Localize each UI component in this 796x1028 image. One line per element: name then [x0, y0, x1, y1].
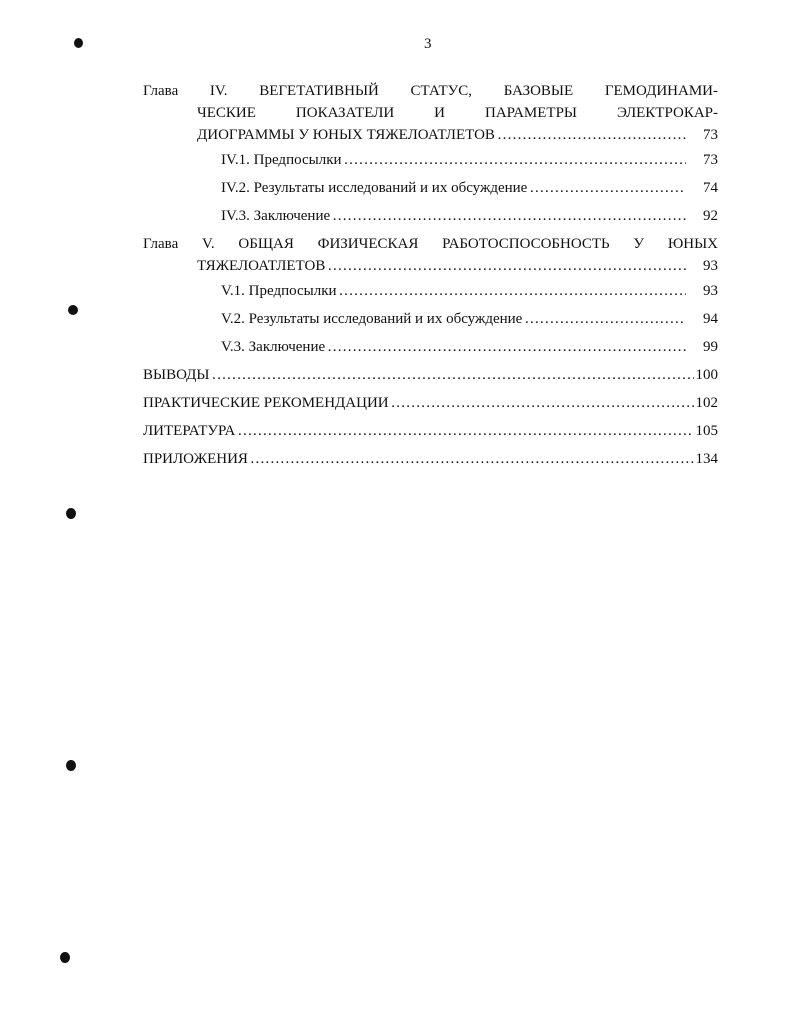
dot-leader	[327, 336, 686, 358]
page-ref: 74	[703, 180, 718, 196]
page-ref: 105	[695, 423, 718, 439]
toc-chapter-title-line	[143, 255, 718, 277]
toc-section-title: V.2. Результаты исследований и их обсуждение	[221, 311, 523, 327]
toc-section	[143, 177, 718, 199]
toc-chapter-title: Глава IV. ВЕГЕТАТИВНЫЙ СТАТУС, БАЗОВЫЕ ГЕМОДИНАМИ-	[143, 83, 718, 99]
punch-hole-mark	[68, 305, 78, 315]
toc-chapter-5	[143, 233, 718, 277]
toc-entry-conclusions	[143, 364, 718, 386]
page-ref: 73	[703, 127, 718, 143]
toc-section	[143, 336, 718, 358]
toc-section-title: V.1. Предпосылки	[221, 283, 337, 299]
toc-entry-appendices	[143, 448, 718, 470]
toc-entry-title: ПРИЛОЖЕНИЯ	[143, 451, 248, 467]
toc-chapter-4	[143, 80, 718, 146]
toc-entry-recommendations	[143, 392, 718, 414]
toc-section	[143, 308, 718, 330]
toc-section	[143, 280, 718, 302]
punch-hole-mark	[66, 760, 76, 771]
toc-section-title: IV.3. Заключение	[221, 208, 331, 224]
dot-leader	[327, 255, 686, 277]
dot-leader	[237, 420, 693, 442]
page-ref: 134	[695, 451, 718, 467]
dot-leader	[250, 448, 694, 470]
toc-chapter-title-line: ЧЕСКИЕ ПОКАЗАТЕЛИ И ПАРАМЕТРЫ ЭЛЕКТРОКАР-	[197, 105, 718, 121]
toc-section	[143, 205, 718, 227]
page-ref: 100	[695, 367, 718, 383]
toc-section-title: IV.1. Предпосылки	[221, 152, 342, 168]
punch-hole-mark	[74, 38, 83, 48]
toc-entry-title: ПРАКТИЧЕСКИЕ РЕКОМЕНДАЦИИ	[143, 395, 389, 411]
toc-entry-title: ВЫВОДЫ	[143, 367, 210, 383]
toc-entry-literature	[143, 420, 718, 442]
toc-section-title: V.3. Заключение	[221, 339, 326, 355]
dot-leader	[344, 149, 686, 171]
page-ref: 93	[703, 283, 718, 299]
dot-leader	[391, 392, 694, 414]
toc-section-title: IV.2. Результаты исследований и их обсуждение	[221, 180, 528, 196]
punch-hole-mark	[66, 508, 76, 519]
table-of-contents	[143, 80, 718, 476]
dot-leader	[524, 308, 686, 330]
page-ref: 92	[703, 208, 718, 224]
dot-leader	[497, 124, 686, 146]
toc-chapter-title: Глава V. ОБЩАЯ ФИЗИЧЕСКАЯ РАБОТОСПОСОБНОСТЬ У ЮНЫХ	[143, 236, 718, 252]
dot-leader	[332, 205, 686, 227]
page-ref: 99	[703, 339, 718, 355]
page-ref: 73	[703, 152, 718, 168]
toc-chapter-title-line	[143, 124, 718, 146]
toc-entry-title: ЛИТЕРАТУРА	[143, 423, 236, 439]
toc-section	[143, 149, 718, 171]
toc-chapter-title-end: ДИОГРАММЫ У ЮНЫХ ТЯЖЕЛОАТЛЕТОВ	[197, 127, 495, 143]
dot-leader	[529, 177, 686, 199]
toc-chapter-title-end: ТЯЖЕЛОАТЛЕТОВ	[197, 258, 326, 274]
page-ref: 93	[703, 258, 718, 274]
page-ref: 94	[703, 311, 718, 327]
dot-leader	[339, 280, 686, 302]
page-ref: 102	[695, 395, 718, 411]
dot-leader	[212, 364, 694, 386]
punch-hole-mark	[60, 952, 70, 963]
